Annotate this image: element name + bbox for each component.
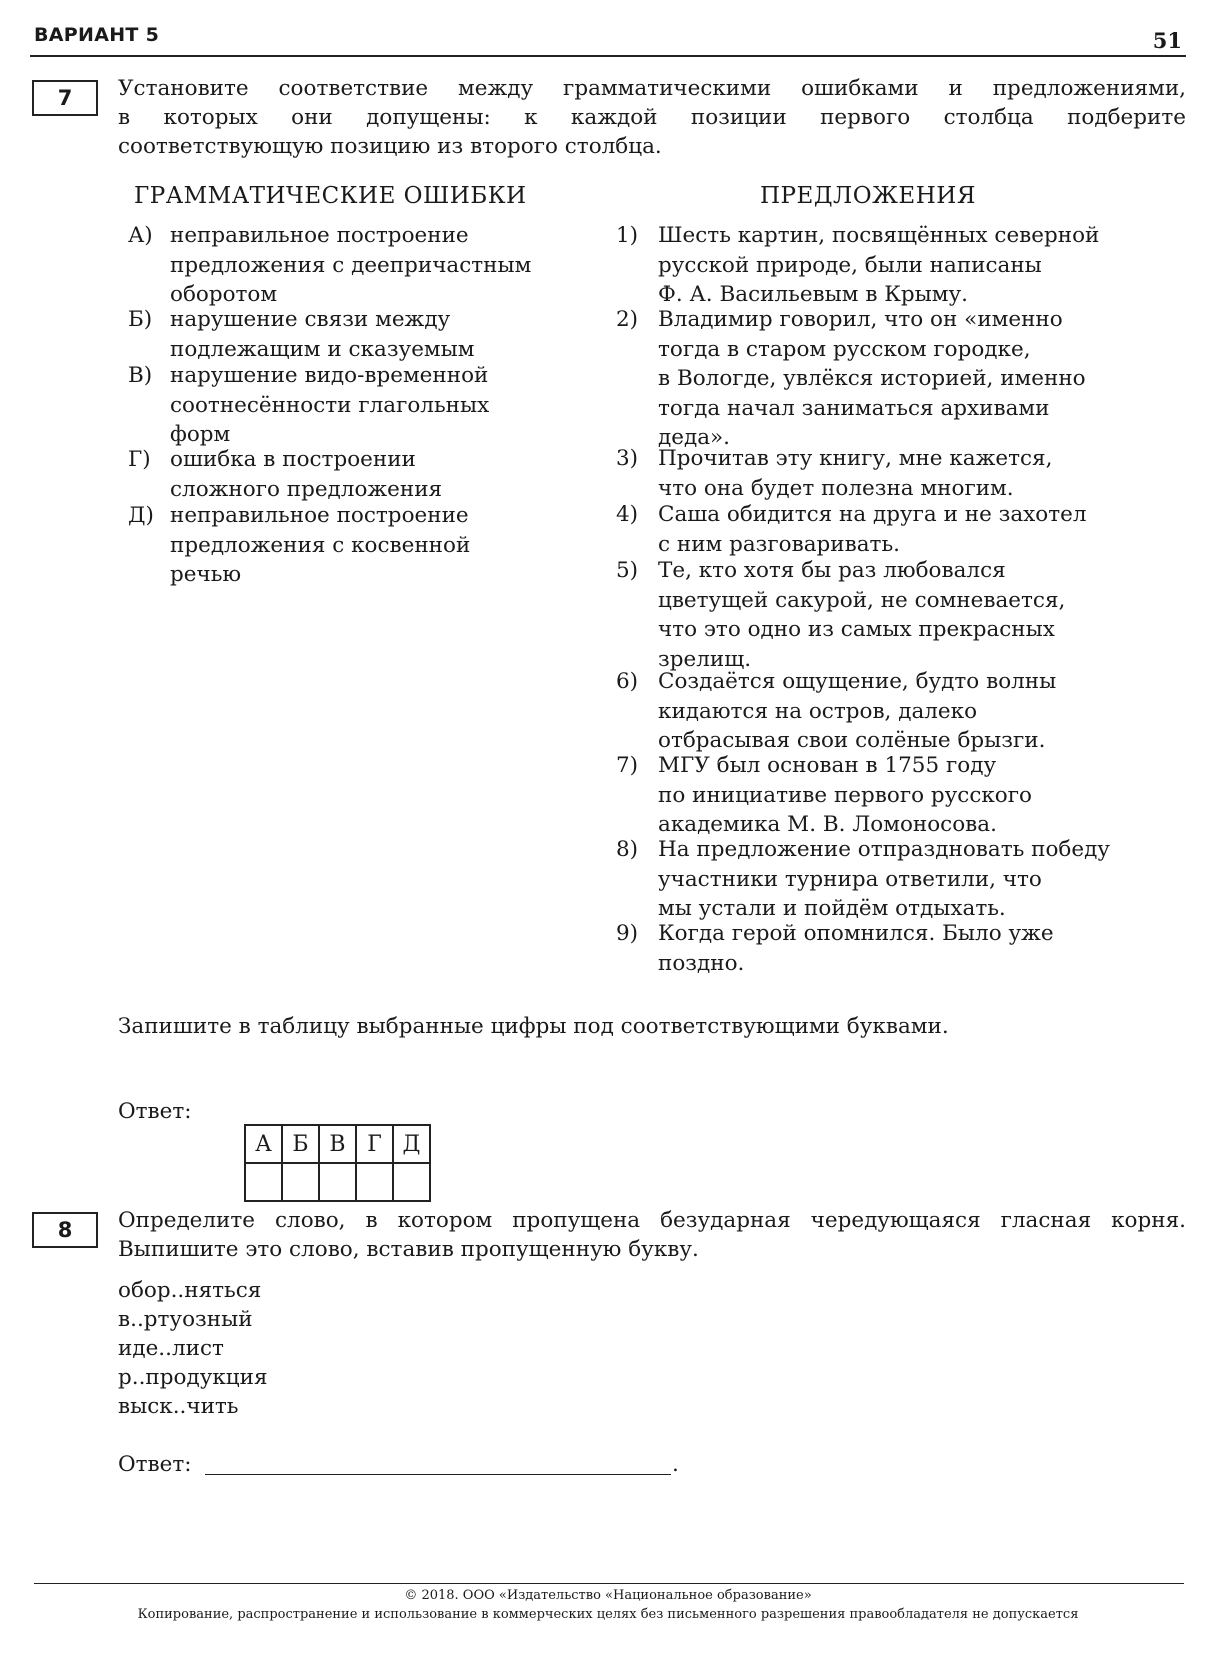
sentence-line: кидаются на остров, далеко: [658, 698, 978, 724]
error-line: оборотом: [170, 282, 278, 307]
error-line: предложения с деепричастным: [170, 252, 532, 278]
sentence-line: поздно.: [658, 950, 745, 976]
task-8-answer-label: Ответ:: [118, 1452, 192, 1477]
sentence-line: Шесть картин, посвящённых северной: [658, 223, 1100, 248]
error-line: сложного предложения: [170, 476, 443, 502]
sentence-label: 6): [616, 669, 639, 694]
word-option: обор..няться: [118, 1278, 262, 1303]
sentence-line: цветущей сакурой, не сомневается,: [658, 587, 1066, 613]
instruction-line: в которых они допущены: к каждой позиции первого столбца подберите: [118, 105, 1186, 130]
sentence-line: русской природе, были написаны: [658, 252, 1042, 278]
sentences-column-heading: ПРЕДЛОЖЕНИЯ: [760, 183, 976, 209]
copyright-notice: © 2018. ООО «Издательство «Национальное образование»: [404, 1588, 812, 1603]
task-7-answer-label: Ответ:: [118, 1099, 192, 1124]
error-label: Д): [128, 503, 154, 528]
error-item-g: [128, 445, 568, 504]
sentence-line: деда».: [658, 425, 731, 450]
sentence-line: МГУ был основан в 1755 году: [658, 753, 997, 778]
task-8-answer-line[interactable]: [205, 1474, 671, 1475]
answer-cell-g[interactable]: [356, 1163, 393, 1201]
error-line: соотнесённости глагольных: [170, 392, 490, 418]
instruction-line: соответствующую позицию из второго столбца.: [118, 134, 662, 159]
sentence-line: Ф. А. Васильевым в Крыму.: [658, 282, 968, 307]
copying-notice: Копирование, распространение и использование в коммерческих целях без письменного разрешения правообладателя не допускается: [137, 1607, 1079, 1622]
error-item-b: [128, 305, 568, 364]
answer-column-header: Д: [393, 1125, 430, 1163]
sentence-label: 1): [616, 223, 639, 248]
error-label: Б): [128, 307, 153, 332]
sentence-line: Те, кто хотя бы раз любовался: [658, 558, 1006, 583]
sentence-line: в Вологде, увлёкся историей, именно: [658, 366, 1086, 391]
error-line: ошибка в построении: [170, 447, 416, 472]
sentence-line: участники турнира ответили, что: [658, 866, 1042, 892]
sentence-line: Когда герой опомнился. Было уже: [658, 921, 1054, 946]
answer-cell-v[interactable]: [319, 1163, 356, 1201]
error-item-a: [128, 221, 568, 309]
sentence-label: 4): [616, 502, 639, 527]
answer-cell-b[interactable]: [282, 1163, 319, 1201]
word-option: в..ртуозный: [118, 1307, 253, 1332]
answer-table-input-row: [245, 1163, 430, 1201]
answer-cell-a[interactable]: [245, 1163, 282, 1201]
error-line: форм: [170, 422, 231, 447]
instruction-line: Выпишите это слово, вставив пропущенную букву.: [118, 1237, 699, 1262]
error-label: В): [128, 363, 153, 388]
task-7-answer-table: [244, 1124, 431, 1202]
sentence-label: 2): [616, 307, 639, 332]
sentence-line: На предложение отпраздновать победу: [658, 837, 1110, 862]
page-number: 51: [1152, 28, 1182, 53]
error-label: А): [128, 223, 153, 248]
sentence-line: Саша обидится на друга и не захотел: [658, 502, 1087, 527]
error-label: Г): [128, 447, 151, 472]
sentence-label: 7): [616, 753, 639, 778]
sentence-line: Прочитав эту книгу, мне кажется,: [658, 446, 1053, 471]
answer-column-header: А: [245, 1125, 282, 1163]
sentence-line: по инициативе первого русского: [658, 782, 1032, 808]
sentence-line: зрелищ.: [658, 646, 752, 672]
word-option: р..продукция: [118, 1365, 268, 1390]
error-line: речью: [170, 562, 242, 587]
sentence-line: Владимир говорил, что он «именно: [658, 307, 1063, 332]
error-line: нарушение связи между: [170, 307, 451, 332]
error-item-d: [128, 501, 568, 589]
table-instruction: Запишите в таблицу выбранные цифры под соответствующими буквами.: [118, 1014, 949, 1039]
errors-column-heading: ГРАММАТИЧЕСКИЕ ОШИБКИ: [134, 183, 527, 209]
sentence-line: тогда в старом русском городке,: [658, 336, 1031, 362]
sentence-line: отбрасывая свои солёные брызги.: [658, 728, 1046, 753]
header-divider: [30, 55, 1186, 57]
answer-cell-d[interactable]: [393, 1163, 430, 1201]
sentence-line: что это одно из самых прекрасных: [658, 617, 1055, 642]
answer-column-header: Г: [356, 1125, 393, 1163]
sentence-line: что она будет полезна многим.: [658, 475, 1014, 501]
word-option: иде..лист: [118, 1336, 224, 1361]
error-line: подлежащим и сказуемым: [170, 336, 475, 362]
task-7-number-box: 7: [32, 80, 98, 116]
error-line: нарушение видо-временной: [170, 363, 489, 388]
answer-table-header-row: [245, 1125, 430, 1163]
instruction-line: Определите слово, в котором пропущена безударная чередующаяся гласная корня.: [118, 1208, 1186, 1233]
sentence-line: тогда начал заниматься архивами: [658, 395, 1050, 421]
task-8-number-box: 8: [32, 1212, 98, 1248]
sentence-line: мы устали и пойдём отдыхать.: [658, 896, 1006, 921]
footer-divider: [34, 1583, 1184, 1584]
sentence-label: 5): [616, 558, 639, 583]
page-header: [30, 24, 1186, 54]
variant-title: ВАРИАНТ 5: [34, 24, 160, 46]
error-line: неправильное построение: [170, 503, 469, 528]
answer-column-header: В: [319, 1125, 356, 1163]
answer-column-header: Б: [282, 1125, 319, 1163]
sentence-label: 8): [616, 837, 639, 862]
word-option: выск..чить: [118, 1394, 239, 1419]
error-line: неправильное построение: [170, 223, 469, 248]
error-line: предложения с косвенной: [170, 532, 471, 558]
sentence-line: Создаётся ощущение, будто волны: [658, 669, 1057, 694]
instruction-line: Установите соответствие между грамматическими ошибками и предложениями,: [118, 76, 1186, 101]
sentence-line: с ним разговаривать.: [658, 531, 900, 557]
sentence-label: 9): [616, 921, 639, 946]
error-item-v: [128, 361, 568, 449]
answer-line-end: .: [672, 1452, 679, 1477]
sentence-line: академика М. В. Ломоносова.: [658, 812, 997, 837]
sentence-label: 3): [616, 446, 639, 471]
